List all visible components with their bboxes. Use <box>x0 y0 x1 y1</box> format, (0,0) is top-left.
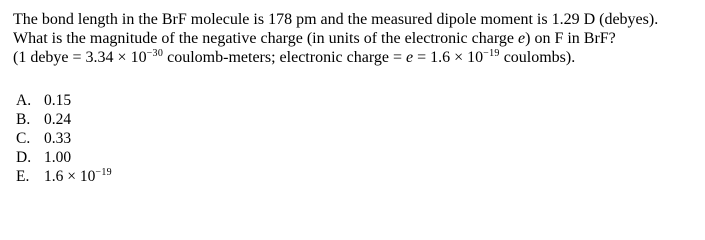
choice-d[interactable] <box>16 148 112 167</box>
choice-a[interactable] <box>16 91 112 110</box>
question-line-2-start: What is the magnitude of the negative charge (in units of the electronic charge <box>13 30 518 47</box>
choice-exponent: −19 <box>95 167 112 178</box>
question-line-2-end: ) on F in BrF? <box>525 30 616 47</box>
question-line-1: The bond length in the BrF molecule is 178 pm and the measured dipole moment is 1.29 D (debyes). <box>13 11 659 28</box>
choice-text: 1.00 <box>44 149 72 166</box>
electronic-charge-value: = 1.6 × 10 <box>413 49 484 66</box>
coulombs-unit: coulombs). <box>499 49 576 66</box>
electronic-charge-label: coulomb-meters; electronic charge = <box>163 49 406 66</box>
question-line-2 <box>13 29 703 48</box>
choice-e[interactable] <box>16 167 112 188</box>
choice-letter: B. <box>16 111 31 128</box>
question-text <box>13 10 703 69</box>
choice-letter: E. <box>16 168 30 185</box>
electronic-charge-symbol-2: e <box>405 49 414 66</box>
answer-choices <box>16 91 112 188</box>
debye-exponent: −30 <box>146 48 164 59</box>
choice-text: 1.6 × 10 <box>44 168 96 185</box>
choice-text: 0.33 <box>44 130 72 147</box>
choice-c[interactable] <box>16 129 112 148</box>
debye-definition: (1 debye = 3.34 × 10 <box>13 49 147 66</box>
choice-b[interactable] <box>16 110 112 129</box>
choice-letter: A. <box>16 92 32 109</box>
choice-letter: D. <box>16 149 32 166</box>
question-line-3 <box>13 48 703 69</box>
choice-letter: C. <box>16 130 31 147</box>
choice-text: 0.15 <box>44 92 72 109</box>
choice-text: 0.24 <box>44 111 72 128</box>
charge-exponent: −19 <box>483 48 500 59</box>
electronic-charge-symbol: e <box>518 30 526 47</box>
